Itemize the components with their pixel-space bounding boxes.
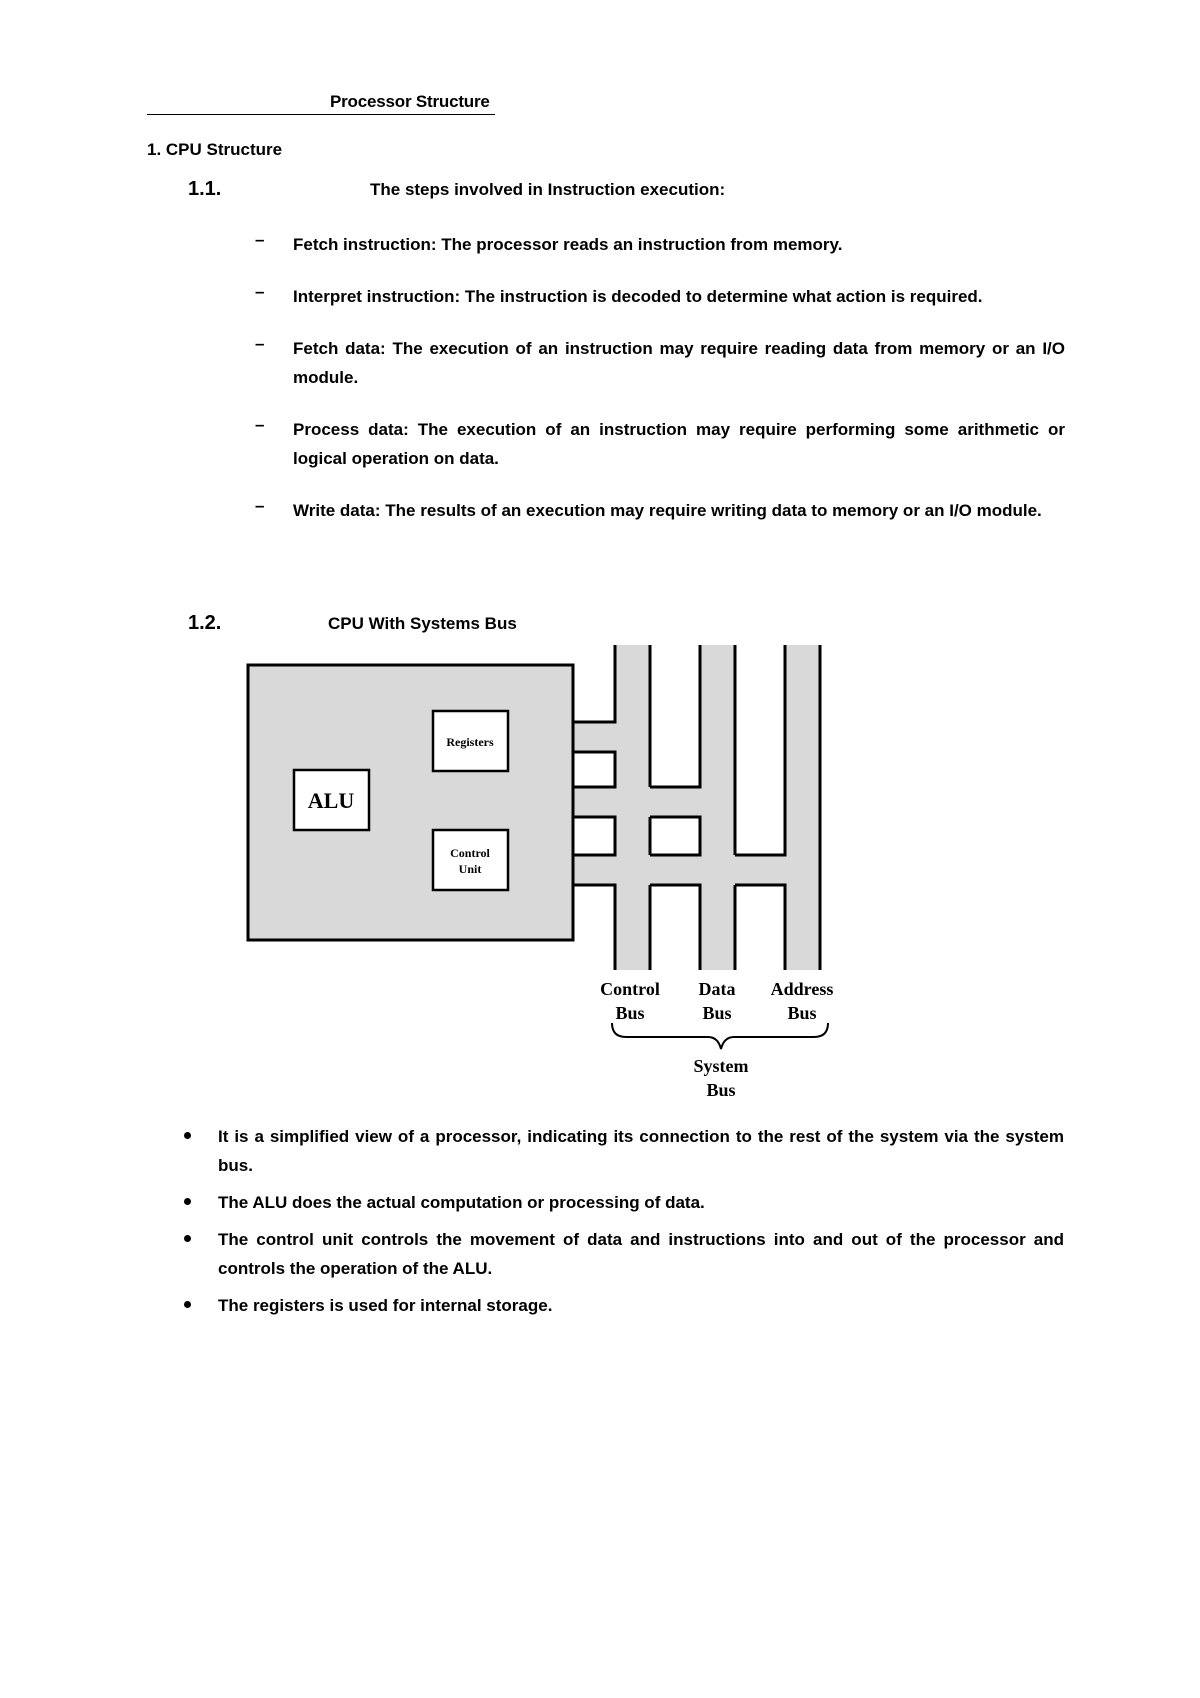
connector-address-3 [733, 855, 787, 885]
subsection-number-1-2: 1.2. [188, 612, 222, 634]
dash-marker: – [255, 230, 265, 249]
system-bus-label-line2: Bus [706, 1080, 736, 1100]
control-bus-label-line2: Bus [615, 1003, 645, 1023]
control-unit-label-line1: Control [450, 846, 490, 860]
control-bus-label-line1: Control [600, 979, 660, 999]
dash-marker: – [255, 334, 265, 353]
control-unit-box [433, 830, 508, 890]
step-text: Interpret instruction: The instruction is decoded to determine what action is required. [293, 287, 983, 306]
alu-label: ALU [307, 788, 355, 813]
dash-marker: – [255, 282, 265, 301]
list-item [184, 1291, 1064, 1320]
instruction-steps-list [255, 230, 1065, 554]
bullet-dot [184, 1235, 191, 1242]
system-bus-label-line1: System [693, 1056, 749, 1076]
note-text: The registers is used for internal storage. [218, 1296, 553, 1315]
subsection-heading-instruction-steps: The steps involved in Instruction execution: [370, 180, 726, 199]
connector-control-1 [573, 722, 617, 752]
note-text: It is a simplified view of a processor, indicating its connection to the rest of the system via the system bus. [218, 1127, 1064, 1175]
subsection-heading-cpu-system-bus: CPU With Systems Bus [328, 614, 517, 633]
connector-data-1 [573, 787, 617, 817]
diagram-notes-list [184, 1122, 1064, 1328]
list-item [255, 415, 1065, 473]
list-item [255, 496, 1065, 525]
system-bus-brace [612, 1023, 828, 1049]
control-unit-label-line2: Unit [458, 862, 482, 876]
address-bus-label-line1: Address [770, 979, 834, 999]
dash-marker: – [255, 415, 265, 434]
note-text: The control unit controls the movement of data and instructions into and out of the processor and controls the operation of the ALU. [218, 1230, 1064, 1278]
section-heading-cpu-structure: 1. CPU Structure [147, 140, 283, 159]
step-text: Fetch data: The execution of an instruction may require reading data from memory or an I/O module. [293, 339, 1065, 387]
subsection-number-1-1: 1.1. [188, 178, 222, 200]
list-item [255, 334, 1065, 392]
dash-marker: – [255, 496, 265, 515]
list-item [255, 282, 1065, 311]
data-bus-label-line1: Data [698, 979, 736, 999]
cpu-system-bus-diagram [240, 645, 860, 1115]
bullet-dot [184, 1301, 191, 1308]
connector-data-2 [648, 787, 702, 817]
control-bus-column [615, 645, 650, 970]
step-text: Process data: The execution of an instruction may require performing some arithmetic or logical operation on data. [293, 420, 1065, 468]
list-item [184, 1122, 1064, 1180]
bullet-dot [184, 1198, 191, 1205]
data-bus-label-line2: Bus [702, 1003, 732, 1023]
list-item [184, 1225, 1064, 1283]
address-bus-label-line2: Bus [787, 1003, 817, 1023]
step-text: Write data: The results of an execution may require writing data to memory or an I/O module. [293, 501, 1042, 520]
list-item [255, 230, 1065, 259]
step-text: Fetch instruction: The processor reads an instruction from memory. [293, 235, 843, 254]
connector-address-2 [648, 855, 702, 885]
address-bus-column [785, 645, 820, 970]
list-item [184, 1188, 1064, 1217]
note-text: The ALU does the actual computation or processing of data. [218, 1193, 705, 1212]
bullet-dot [184, 1132, 191, 1139]
connector-address-1 [573, 855, 617, 885]
page-title: Processor Structure [330, 92, 490, 111]
registers-label: Registers [446, 735, 494, 749]
data-bus-column [700, 645, 735, 970]
